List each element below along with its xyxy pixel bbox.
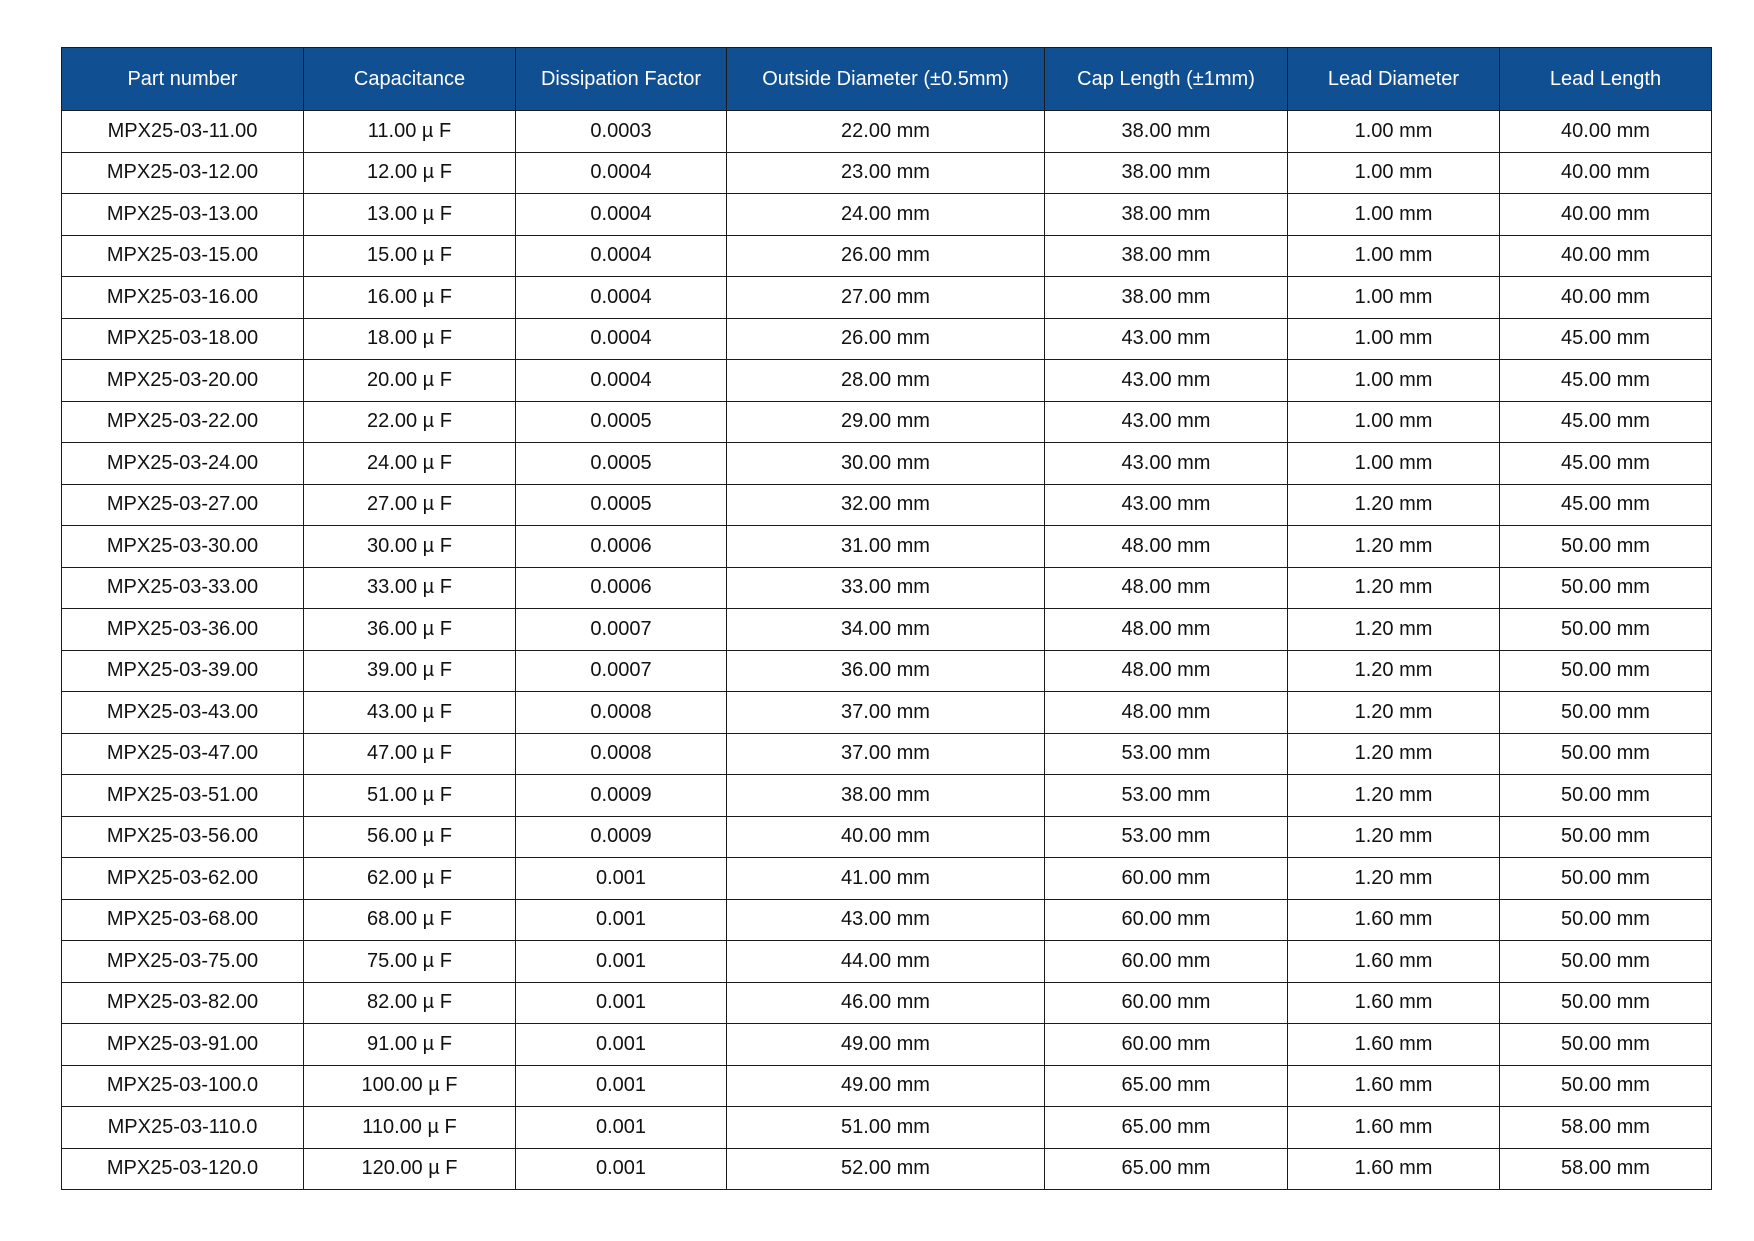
- lead-diameter-cell: 1.20 mm: [1288, 484, 1500, 526]
- outside-diameter-cell: 27.00 mm: [727, 277, 1045, 319]
- part-number-cell: MPX25-03-15.00: [62, 235, 304, 277]
- cap-length-cell: 43.00 mm: [1045, 360, 1288, 402]
- lead-diameter-cell: 1.00 mm: [1288, 318, 1500, 360]
- outside-diameter-cell: 34.00 mm: [727, 609, 1045, 651]
- outside-diameter-cell: 28.00 mm: [727, 360, 1045, 402]
- dissipation-factor-cell: 0.0005: [516, 443, 727, 485]
- outside-diameter-cell: 49.00 mm: [727, 1024, 1045, 1066]
- header-dissipation-factor: Dissipation Factor: [516, 48, 727, 111]
- capacitance-cell: 33.00 µ F: [304, 567, 516, 609]
- lead-length-cell: 45.00 mm: [1500, 318, 1712, 360]
- lead-length-cell: 58.00 mm: [1500, 1107, 1712, 1149]
- capacitance-cell: 18.00 µ F: [304, 318, 516, 360]
- cap-length-cell: 38.00 mm: [1045, 235, 1288, 277]
- dissipation-factor-cell: 0.0008: [516, 733, 727, 775]
- part-number-cell: MPX25-03-30.00: [62, 526, 304, 568]
- table-row: [62, 1148, 1712, 1190]
- outside-diameter-cell: 22.00 mm: [727, 111, 1045, 153]
- dissipation-factor-cell: 0.001: [516, 858, 727, 900]
- cap-length-cell: 65.00 mm: [1045, 1148, 1288, 1190]
- lead-diameter-cell: 1.20 mm: [1288, 609, 1500, 651]
- table-row: [62, 1107, 1712, 1149]
- dissipation-factor-cell: 0.0009: [516, 816, 727, 858]
- lead-diameter-cell: 1.20 mm: [1288, 775, 1500, 817]
- lead-diameter-cell: 1.60 mm: [1288, 941, 1500, 983]
- part-number-cell: MPX25-03-82.00: [62, 982, 304, 1024]
- lead-length-cell: 40.00 mm: [1500, 111, 1712, 153]
- table-row: [62, 982, 1712, 1024]
- table-row: [62, 152, 1712, 194]
- cap-length-cell: 38.00 mm: [1045, 194, 1288, 236]
- table-row: [62, 899, 1712, 941]
- part-number-cell: MPX25-03-22.00: [62, 401, 304, 443]
- table-row: [62, 111, 1712, 153]
- capacitance-cell: 15.00 µ F: [304, 235, 516, 277]
- part-number-cell: MPX25-03-43.00: [62, 692, 304, 734]
- outside-diameter-cell: 37.00 mm: [727, 733, 1045, 775]
- capacitance-cell: 51.00 µ F: [304, 775, 516, 817]
- cap-length-cell: 38.00 mm: [1045, 152, 1288, 194]
- outside-diameter-cell: 24.00 mm: [727, 194, 1045, 236]
- dissipation-factor-cell: 0.001: [516, 1148, 727, 1190]
- cap-length-cell: 48.00 mm: [1045, 650, 1288, 692]
- table-row: [62, 235, 1712, 277]
- part-number-cell: MPX25-03-110.0: [62, 1107, 304, 1149]
- dissipation-factor-cell: 0.0004: [516, 277, 727, 319]
- capacitor-spec-table: [61, 47, 1712, 1190]
- cap-length-cell: 43.00 mm: [1045, 484, 1288, 526]
- dissipation-factor-cell: 0.0004: [516, 360, 727, 402]
- lead-diameter-cell: 1.60 mm: [1288, 1065, 1500, 1107]
- table-row: [62, 941, 1712, 983]
- lead-length-cell: 50.00 mm: [1500, 526, 1712, 568]
- capacitance-cell: 43.00 µ F: [304, 692, 516, 734]
- lead-diameter-cell: 1.00 mm: [1288, 443, 1500, 485]
- part-number-cell: MPX25-03-13.00: [62, 194, 304, 236]
- lead-diameter-cell: 1.00 mm: [1288, 277, 1500, 319]
- outside-diameter-cell: 26.00 mm: [727, 318, 1045, 360]
- table-row: [62, 526, 1712, 568]
- capacitance-cell: 100.00 µ F: [304, 1065, 516, 1107]
- capacitance-cell: 68.00 µ F: [304, 899, 516, 941]
- table-row: [62, 318, 1712, 360]
- lead-length-cell: 50.00 mm: [1500, 733, 1712, 775]
- capacitance-cell: 82.00 µ F: [304, 982, 516, 1024]
- lead-length-cell: 40.00 mm: [1500, 194, 1712, 236]
- dissipation-factor-cell: 0.0007: [516, 650, 727, 692]
- part-number-cell: MPX25-03-11.00: [62, 111, 304, 153]
- lead-length-cell: 45.00 mm: [1500, 484, 1712, 526]
- dissipation-factor-cell: 0.0006: [516, 526, 727, 568]
- part-number-cell: MPX25-03-36.00: [62, 609, 304, 651]
- lead-length-cell: 50.00 mm: [1500, 775, 1712, 817]
- outside-diameter-cell: 44.00 mm: [727, 941, 1045, 983]
- part-number-cell: MPX25-03-91.00: [62, 1024, 304, 1066]
- outside-diameter-cell: 37.00 mm: [727, 692, 1045, 734]
- lead-diameter-cell: 1.20 mm: [1288, 733, 1500, 775]
- cap-length-cell: 60.00 mm: [1045, 858, 1288, 900]
- table-row: [62, 733, 1712, 775]
- capacitance-cell: 30.00 µ F: [304, 526, 516, 568]
- part-number-cell: MPX25-03-120.0: [62, 1148, 304, 1190]
- dissipation-factor-cell: 0.0007: [516, 609, 727, 651]
- cap-length-cell: 60.00 mm: [1045, 982, 1288, 1024]
- lead-length-cell: 58.00 mm: [1500, 1148, 1712, 1190]
- cap-length-cell: 48.00 mm: [1045, 609, 1288, 651]
- outside-diameter-cell: 38.00 mm: [727, 775, 1045, 817]
- lead-diameter-cell: 1.60 mm: [1288, 1148, 1500, 1190]
- cap-length-cell: 60.00 mm: [1045, 899, 1288, 941]
- table-row: [62, 1024, 1712, 1066]
- outside-diameter-cell: 51.00 mm: [727, 1107, 1045, 1149]
- cap-length-cell: 53.00 mm: [1045, 816, 1288, 858]
- cap-length-cell: 53.00 mm: [1045, 733, 1288, 775]
- capacitance-cell: 12.00 µ F: [304, 152, 516, 194]
- capacitance-cell: 120.00 µ F: [304, 1148, 516, 1190]
- table-row: [62, 609, 1712, 651]
- table-row: [62, 194, 1712, 236]
- dissipation-factor-cell: 0.001: [516, 1024, 727, 1066]
- capacitance-cell: 22.00 µ F: [304, 401, 516, 443]
- outside-diameter-cell: 31.00 mm: [727, 526, 1045, 568]
- header-part-number: Part number: [62, 48, 304, 111]
- table-row: [62, 401, 1712, 443]
- dissipation-factor-cell: 0.0005: [516, 484, 727, 526]
- lead-length-cell: 50.00 mm: [1500, 567, 1712, 609]
- table-header-row: [62, 48, 1712, 111]
- cap-length-cell: 60.00 mm: [1045, 941, 1288, 983]
- capacitance-cell: 27.00 µ F: [304, 484, 516, 526]
- part-number-cell: MPX25-03-51.00: [62, 775, 304, 817]
- outside-diameter-cell: 43.00 mm: [727, 899, 1045, 941]
- part-number-cell: MPX25-03-20.00: [62, 360, 304, 402]
- part-number-cell: MPX25-03-27.00: [62, 484, 304, 526]
- cap-length-cell: 48.00 mm: [1045, 526, 1288, 568]
- capacitance-cell: 36.00 µ F: [304, 609, 516, 651]
- lead-length-cell: 50.00 mm: [1500, 1024, 1712, 1066]
- lead-diameter-cell: 1.00 mm: [1288, 360, 1500, 402]
- part-number-cell: MPX25-03-12.00: [62, 152, 304, 194]
- outside-diameter-cell: 29.00 mm: [727, 401, 1045, 443]
- capacitance-cell: 56.00 µ F: [304, 816, 516, 858]
- header-cap-length: Cap Length (±1mm): [1045, 48, 1288, 111]
- outside-diameter-cell: 49.00 mm: [727, 1065, 1045, 1107]
- cap-length-cell: 43.00 mm: [1045, 401, 1288, 443]
- outside-diameter-cell: 30.00 mm: [727, 443, 1045, 485]
- lead-diameter-cell: 1.20 mm: [1288, 526, 1500, 568]
- lead-length-cell: 50.00 mm: [1500, 982, 1712, 1024]
- outside-diameter-cell: 33.00 mm: [727, 567, 1045, 609]
- dissipation-factor-cell: 0.001: [516, 941, 727, 983]
- part-number-cell: MPX25-03-24.00: [62, 443, 304, 485]
- dissipation-factor-cell: 0.0004: [516, 318, 727, 360]
- dissipation-factor-cell: 0.0009: [516, 775, 727, 817]
- cap-length-cell: 38.00 mm: [1045, 277, 1288, 319]
- capacitance-cell: 13.00 µ F: [304, 194, 516, 236]
- lead-diameter-cell: 1.60 mm: [1288, 982, 1500, 1024]
- capacitance-cell: 39.00 µ F: [304, 650, 516, 692]
- dissipation-factor-cell: 0.0008: [516, 692, 727, 734]
- outside-diameter-cell: 32.00 mm: [727, 484, 1045, 526]
- outside-diameter-cell: 26.00 mm: [727, 235, 1045, 277]
- lead-length-cell: 40.00 mm: [1500, 277, 1712, 319]
- lead-diameter-cell: 1.00 mm: [1288, 194, 1500, 236]
- capacitance-cell: 62.00 µ F: [304, 858, 516, 900]
- table-body: [62, 111, 1712, 1190]
- lead-length-cell: 50.00 mm: [1500, 899, 1712, 941]
- dissipation-factor-cell: 0.001: [516, 982, 727, 1024]
- part-number-cell: MPX25-03-33.00: [62, 567, 304, 609]
- capacitance-cell: 24.00 µ F: [304, 443, 516, 485]
- part-number-cell: MPX25-03-75.00: [62, 941, 304, 983]
- lead-diameter-cell: 1.00 mm: [1288, 152, 1500, 194]
- capacitance-cell: 91.00 µ F: [304, 1024, 516, 1066]
- lead-diameter-cell: 1.20 mm: [1288, 692, 1500, 734]
- header-capacitance: Capacitance: [304, 48, 516, 111]
- dissipation-factor-cell: 0.0003: [516, 111, 727, 153]
- dissipation-factor-cell: 0.0004: [516, 235, 727, 277]
- dissipation-factor-cell: 0.001: [516, 899, 727, 941]
- table-row: [62, 443, 1712, 485]
- part-number-cell: MPX25-03-62.00: [62, 858, 304, 900]
- lead-length-cell: 50.00 mm: [1500, 650, 1712, 692]
- lead-diameter-cell: 1.20 mm: [1288, 650, 1500, 692]
- cap-length-cell: 65.00 mm: [1045, 1107, 1288, 1149]
- cap-length-cell: 43.00 mm: [1045, 318, 1288, 360]
- part-number-cell: MPX25-03-100.0: [62, 1065, 304, 1107]
- lead-length-cell: 50.00 mm: [1500, 1065, 1712, 1107]
- lead-diameter-cell: 1.20 mm: [1288, 816, 1500, 858]
- cap-length-cell: 48.00 mm: [1045, 567, 1288, 609]
- dissipation-factor-cell: 0.001: [516, 1107, 727, 1149]
- lead-diameter-cell: 1.20 mm: [1288, 567, 1500, 609]
- dissipation-factor-cell: 0.001: [516, 1065, 727, 1107]
- lead-length-cell: 50.00 mm: [1500, 692, 1712, 734]
- lead-length-cell: 40.00 mm: [1500, 152, 1712, 194]
- lead-length-cell: 45.00 mm: [1500, 360, 1712, 402]
- cap-length-cell: 53.00 mm: [1045, 775, 1288, 817]
- capacitance-cell: 16.00 µ F: [304, 277, 516, 319]
- table-row: [62, 484, 1712, 526]
- dissipation-factor-cell: 0.0004: [516, 194, 727, 236]
- lead-diameter-cell: 1.20 mm: [1288, 858, 1500, 900]
- capacitance-cell: 11.00 µ F: [304, 111, 516, 153]
- dissipation-factor-cell: 0.0004: [516, 152, 727, 194]
- dissipation-factor-cell: 0.0005: [516, 401, 727, 443]
- header-lead-diameter: Lead Diameter: [1288, 48, 1500, 111]
- capacitance-cell: 75.00 µ F: [304, 941, 516, 983]
- header-outside-diameter: Outside Diameter (±0.5mm): [727, 48, 1045, 111]
- table-row: [62, 360, 1712, 402]
- part-number-cell: MPX25-03-16.00: [62, 277, 304, 319]
- outside-diameter-cell: 40.00 mm: [727, 816, 1045, 858]
- table-row: [62, 650, 1712, 692]
- part-number-cell: MPX25-03-68.00: [62, 899, 304, 941]
- lead-length-cell: 50.00 mm: [1500, 609, 1712, 651]
- table-row: [62, 816, 1712, 858]
- part-number-cell: MPX25-03-47.00: [62, 733, 304, 775]
- table-row: [62, 277, 1712, 319]
- lead-length-cell: 50.00 mm: [1500, 858, 1712, 900]
- part-number-cell: MPX25-03-18.00: [62, 318, 304, 360]
- cap-length-cell: 38.00 mm: [1045, 111, 1288, 153]
- lead-length-cell: 45.00 mm: [1500, 401, 1712, 443]
- table-row: [62, 858, 1712, 900]
- outside-diameter-cell: 41.00 mm: [727, 858, 1045, 900]
- lead-diameter-cell: 1.60 mm: [1288, 1024, 1500, 1066]
- lead-diameter-cell: 1.60 mm: [1288, 1107, 1500, 1149]
- dissipation-factor-cell: 0.0006: [516, 567, 727, 609]
- capacitance-cell: 20.00 µ F: [304, 360, 516, 402]
- cap-length-cell: 60.00 mm: [1045, 1024, 1288, 1066]
- cap-length-cell: 48.00 mm: [1045, 692, 1288, 734]
- lead-diameter-cell: 1.60 mm: [1288, 899, 1500, 941]
- lead-diameter-cell: 1.00 mm: [1288, 401, 1500, 443]
- lead-diameter-cell: 1.00 mm: [1288, 235, 1500, 277]
- capacitance-cell: 110.00 µ F: [304, 1107, 516, 1149]
- outside-diameter-cell: 36.00 mm: [727, 650, 1045, 692]
- lead-length-cell: 50.00 mm: [1500, 816, 1712, 858]
- table-row: [62, 1065, 1712, 1107]
- outside-diameter-cell: 46.00 mm: [727, 982, 1045, 1024]
- lead-length-cell: 50.00 mm: [1500, 941, 1712, 983]
- table-row: [62, 692, 1712, 734]
- cap-length-cell: 65.00 mm: [1045, 1065, 1288, 1107]
- part-number-cell: MPX25-03-56.00: [62, 816, 304, 858]
- outside-diameter-cell: 23.00 mm: [727, 152, 1045, 194]
- capacitance-cell: 47.00 µ F: [304, 733, 516, 775]
- header-lead-length: Lead Length: [1500, 48, 1712, 111]
- lead-length-cell: 45.00 mm: [1500, 443, 1712, 485]
- table-row: [62, 567, 1712, 609]
- outside-diameter-cell: 52.00 mm: [727, 1148, 1045, 1190]
- cap-length-cell: 43.00 mm: [1045, 443, 1288, 485]
- lead-diameter-cell: 1.00 mm: [1288, 111, 1500, 153]
- table-row: [62, 775, 1712, 817]
- lead-length-cell: 40.00 mm: [1500, 235, 1712, 277]
- part-number-cell: MPX25-03-39.00: [62, 650, 304, 692]
- spec-sheet: [61, 47, 1711, 1190]
